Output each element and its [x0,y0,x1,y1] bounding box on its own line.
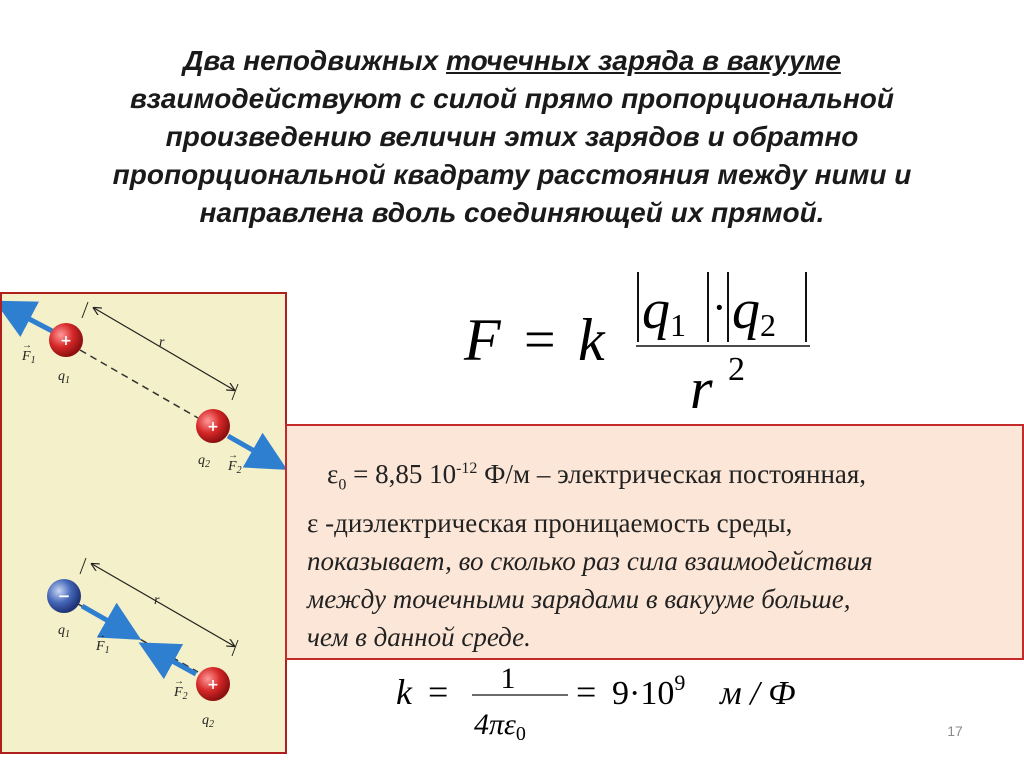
formula-q1: q1 [642,279,686,343]
label-f2-bottom: $F_2$ [174,685,188,702]
charge-sign-q2-bottom: + [207,677,219,693]
bottom-pair [47,558,238,730]
constants-info-box [285,424,1024,660]
line-italic-3: чем в данной среде. [307,622,531,653]
kf-eq1: = [428,672,449,712]
eps0-exp: -12 [456,460,478,477]
title-part2: взаимодействуют с силой прямо пропорциональной [130,83,894,114]
kf-denominator: $4\pi\varepsilon_0$ [474,708,526,742]
line-italic-1: показывает, во сколько раз сила взаимодействия [307,546,873,577]
coulomb-law-formula [460,262,840,422]
label-q2-top: $q_2$ [198,453,210,470]
charge-sign-q1-bottom: − [57,587,71,605]
kf-eq2: = [576,672,597,712]
eps-symbol: ε [307,508,319,539]
force-arrow-f2-bottom [156,652,196,674]
distance-line-bottom [92,564,234,646]
label-f2-bottom-vector-mark: → [174,676,184,687]
title-part5: направлена вдоль соединяющей их прямой. [199,197,825,228]
eps0-value: = 8,85 10 [346,459,457,489]
formula-k: k [578,307,605,373]
kf-unit: м / Ф [720,675,796,712]
formula-eq: = [524,309,556,371]
distance-tick-right-top [232,384,238,400]
title-underlined: точечных заряда в вакууме [446,45,841,76]
line-italic-2: между точечными зарядами в вакууме больше, [307,584,851,615]
distance-label-bottom: r [154,593,160,608]
slide-title [10,42,1014,232]
charges-illustration [0,292,287,754]
top-pair [12,302,270,476]
distance-label-top: r [159,335,165,350]
label-q1-top: $q_1$ [58,369,70,386]
force-arrow-f1-bottom [82,606,124,630]
line-eps0 [307,450,1022,504]
eps-desc: -диэлектрическая проницаемость среды, [318,508,793,539]
formula-f: F [464,307,501,373]
label-f2-top: $F_2$ [228,459,242,476]
kf-value: $9\cdot 10^9$ [612,670,686,712]
formula-r-exp: 2 [728,351,745,388]
connecting-dashed-line-top [80,350,198,418]
label-f1-bottom-vector-mark: → [96,630,106,641]
line-eps [307,504,1022,542]
distance-tick-left-bottom [80,558,86,574]
label-f1-top: $F_1$ [22,349,36,366]
eps0-rest: Ф/м – электрическая постоянная, [477,459,867,489]
kf-k: k [396,672,412,712]
charge-sign-q2-top: + [207,419,219,435]
charge-sign-q1-top: + [60,333,72,349]
distance-tick-right-bottom [232,640,238,656]
k-constant-formula [392,662,862,742]
label-f2-top-vector-mark: → [228,450,238,461]
title-part4: пропорциональной квадрату расстояния между ними и [112,159,912,190]
kf-numerator: 1 [500,662,516,695]
label-q1-bottom: $q_1$ [58,623,70,640]
distance-tick-left-top [82,302,88,318]
force-arrow-f1-top [12,310,54,332]
label-f1-top-vector-mark: → [22,340,32,351]
eps0-sub: 0 [338,476,347,494]
title-part1: Два неподвижных [183,45,447,76]
page-number: 17 [947,723,963,739]
label-f1-bottom: $F_1$ [96,639,110,656]
formula-q2: q2 [732,279,776,343]
label-q2-bottom: $q_2$ [202,713,214,730]
formula-dot: · [712,283,727,332]
eps0-symbol: ε [327,459,339,489]
title-part3: произведению величин этих зарядов и обратно [165,121,859,152]
formula-r: r [690,356,713,421]
